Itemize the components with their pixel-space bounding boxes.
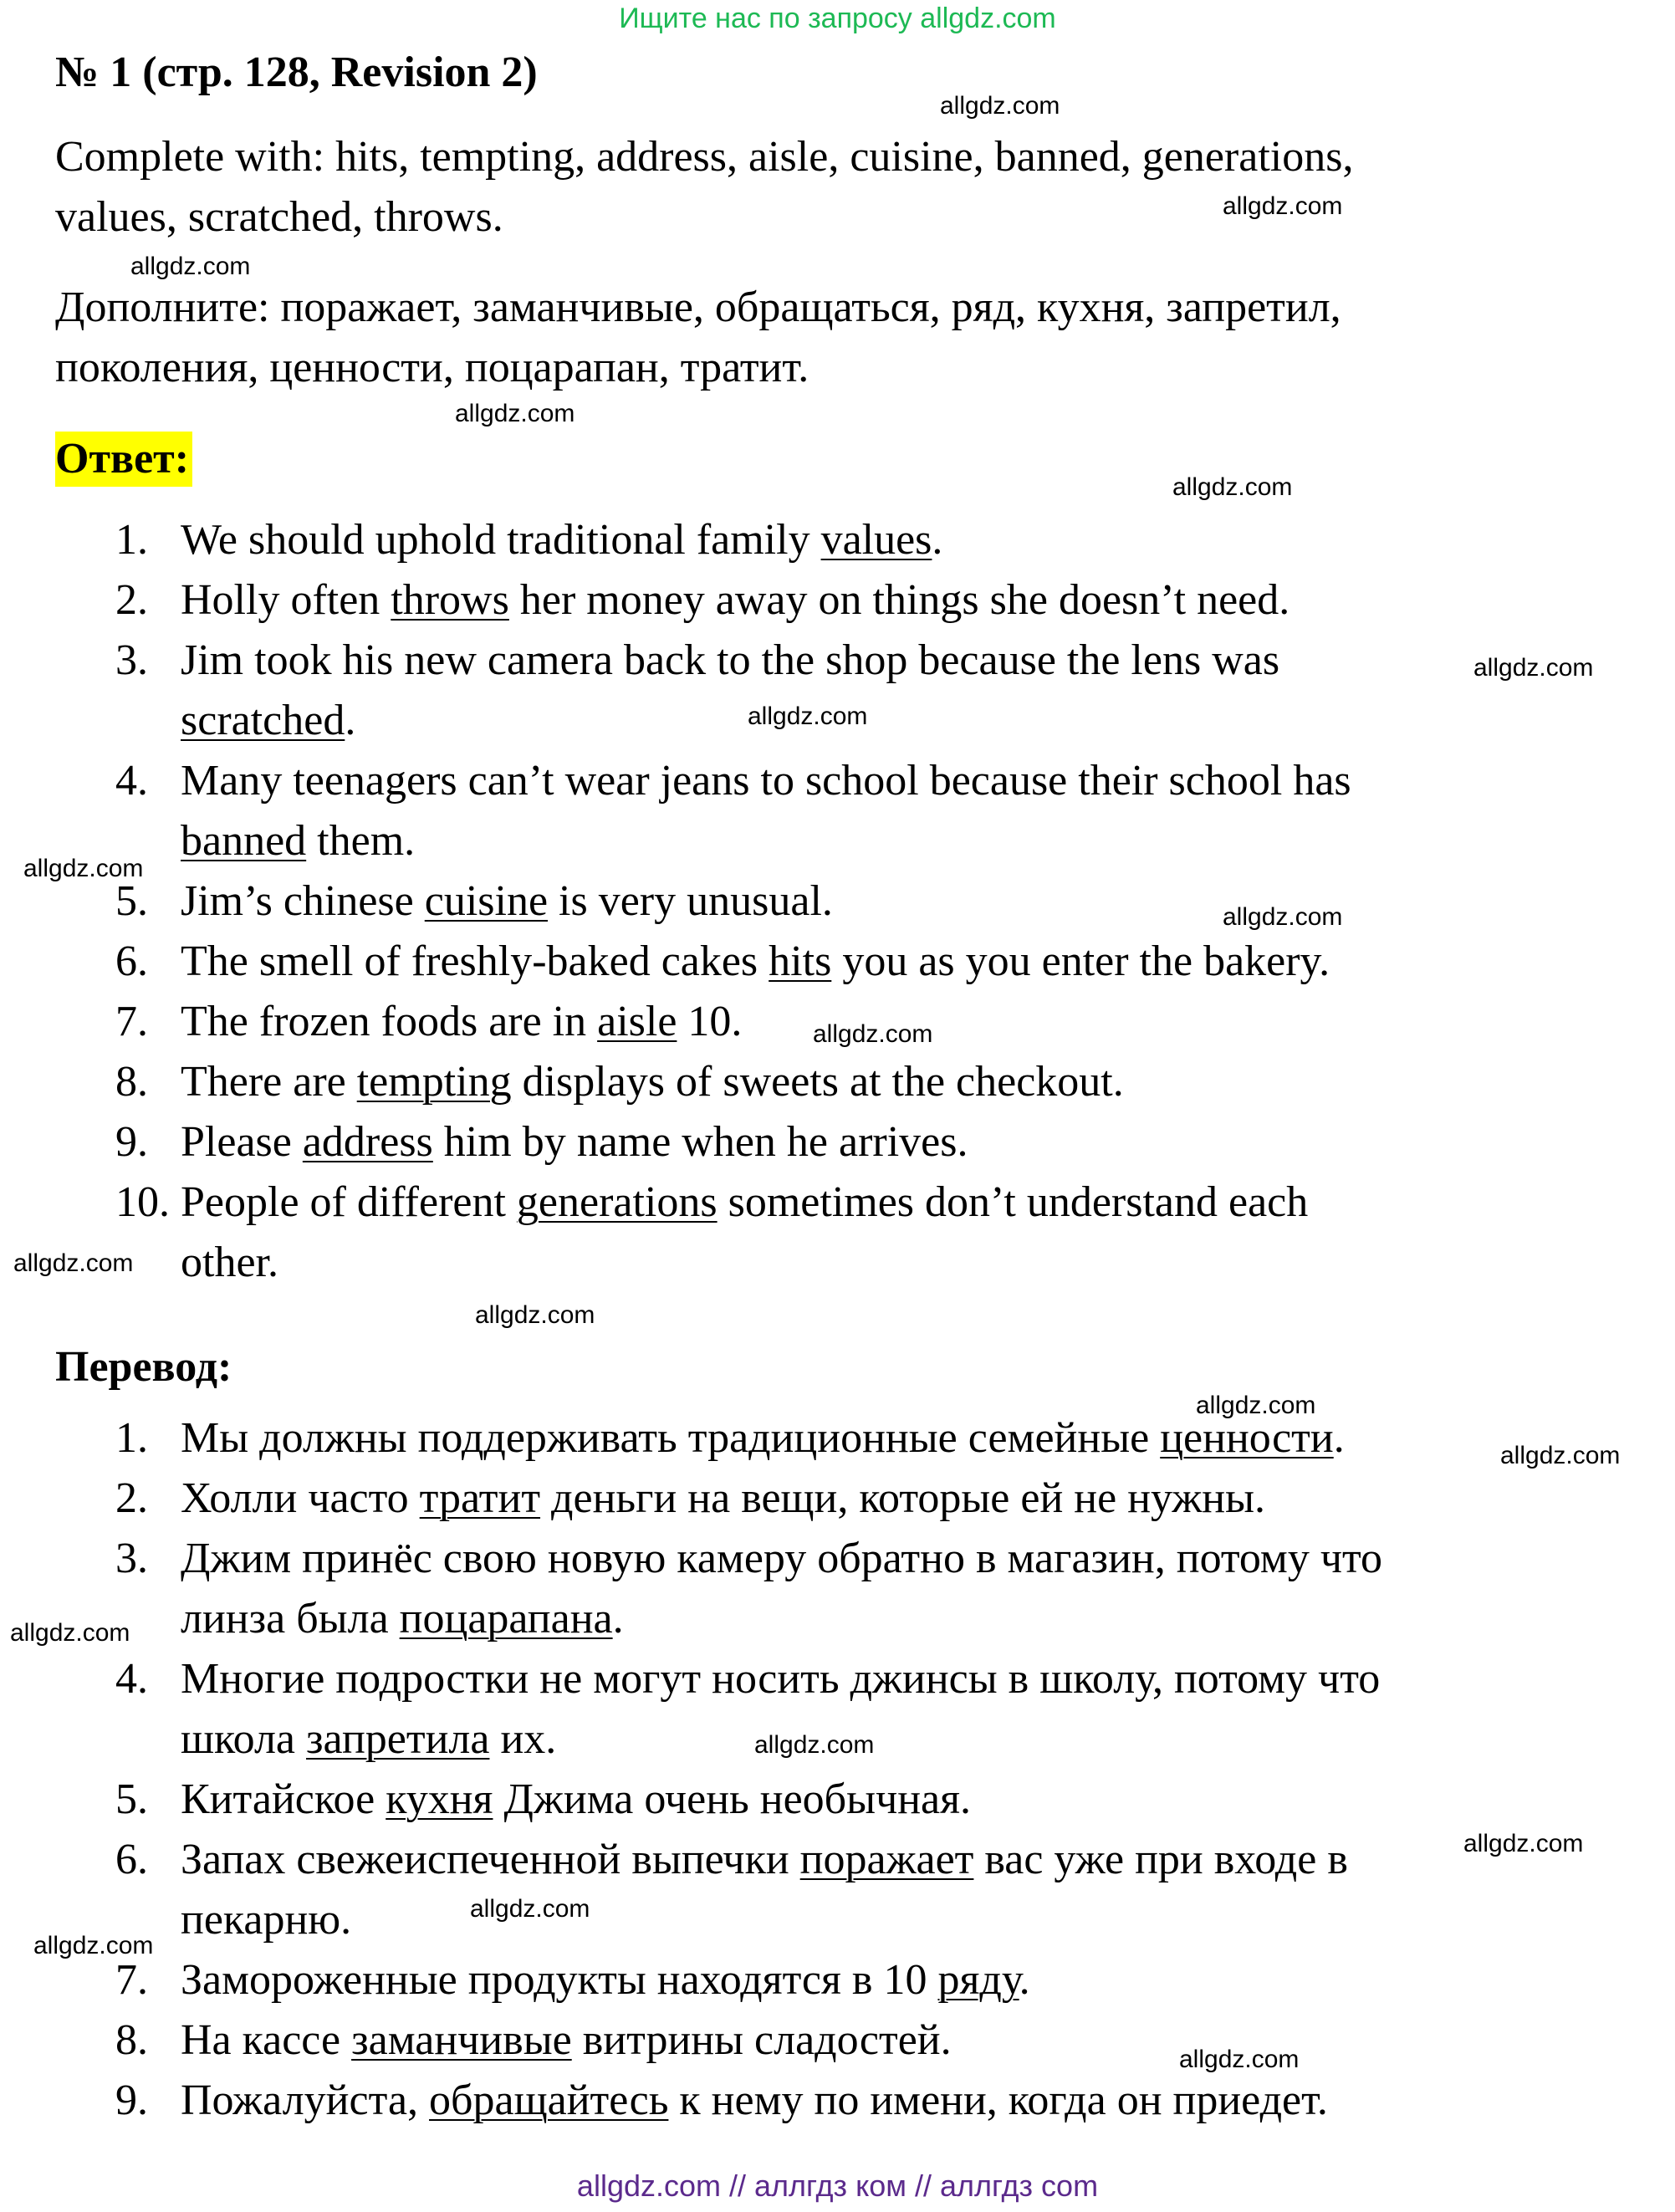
item-line (181, 570, 1289, 631)
item-text-part: Пожалуйста, (181, 2077, 430, 2124)
item-text (181, 992, 742, 1052)
item-text-part: him by name when he arrives. (432, 1118, 968, 1166)
item-number: 6. (115, 1836, 148, 1883)
item-number: 4. (115, 757, 148, 805)
item-number: 8. (115, 1058, 148, 1106)
item-number: 8. (115, 2016, 148, 2064)
answer-word: ряду (937, 1956, 1019, 2004)
item-text-part: витрины сладостей. (571, 2016, 952, 2064)
answer-word: hits (769, 937, 832, 985)
item-number: 2. (115, 1474, 148, 1522)
item-text-part: Please (181, 1118, 303, 1166)
item-text-part: линза была (181, 1595, 400, 1642)
task-russian-line: поколения, ценности, поцарапан, тратит. (55, 344, 809, 391)
answer-word: cuisine (424, 877, 549, 925)
item-number: 5. (115, 1775, 148, 1823)
watermark: allgdz.com (940, 92, 1060, 120)
watermark: allgdz.com (13, 1249, 134, 1277)
answer-word: generations (516, 1178, 717, 1226)
answer-word: поражает (799, 1836, 974, 1883)
watermark: allgdz.com (1500, 1442, 1621, 1469)
item-text-part: sometimes don’t understand each (717, 1178, 1309, 1226)
item-line (181, 811, 1351, 871)
item-number: 3. (115, 1535, 148, 1582)
item-number: 9. (115, 1118, 148, 1166)
item-text (181, 1408, 1345, 1469)
item-text-part: There are (181, 1058, 357, 1106)
item-text (181, 1770, 971, 1830)
item-line (181, 1233, 1308, 1293)
item-text-part: . (612, 1595, 624, 1642)
item-text-part: 10. (677, 998, 743, 1045)
item-text-part: Jim’s chinese (181, 877, 425, 925)
item-text (181, 1529, 1382, 1649)
watermark: allgdz.com (1473, 654, 1594, 682)
item-line (181, 1589, 1382, 1649)
item-text-part: деньги на вещи, которые ей не нужны. (540, 1474, 1266, 1522)
item-text-part: them. (306, 817, 416, 865)
watermark: allgdz.com (1172, 473, 1293, 501)
answer-word: tempting (356, 1058, 512, 1106)
answer-word: scratched (181, 697, 345, 744)
item-text (181, 932, 1330, 992)
item-text-part: их. (489, 1715, 557, 1763)
answer-word: кухня (386, 1775, 493, 1823)
answer-word: запретила (306, 1715, 490, 1763)
watermark: allgdz.com (748, 702, 868, 730)
watermark: allgdz.com (1196, 1392, 1316, 1419)
item-text-part: The frozen foods are in (181, 998, 598, 1045)
item-line (181, 1529, 1382, 1589)
item-number: 3. (115, 636, 148, 684)
item-text (181, 1950, 1030, 2010)
item-line (181, 691, 1279, 751)
item-number: 4. (115, 1655, 148, 1703)
item-number: 7. (115, 998, 148, 1045)
answer-word: throws (391, 576, 509, 624)
item-line (181, 2010, 952, 2071)
item-text-part: . (345, 697, 356, 744)
answer-word: banned (181, 817, 307, 865)
task-english (55, 127, 1627, 248)
item-line (181, 1469, 1265, 1529)
watermark: allgdz.com (33, 1932, 154, 1959)
item-text (181, 1052, 1124, 1112)
page-title: № 1 (стр. 128, Revision 2) (55, 49, 538, 96)
item-text-part: you as you enter the bakery. (831, 937, 1330, 985)
item-line (181, 1408, 1345, 1469)
item-text-part: Многие подростки не могут носить джинсы в школу, потому что (181, 1655, 1381, 1703)
item-text-part: other. (181, 1239, 278, 1286)
item-text (181, 570, 1289, 631)
item-number: 6. (115, 937, 148, 985)
watermark: allgdz.com (1223, 903, 1343, 931)
item-text-part: displays of sweets at the checkout. (511, 1058, 1124, 1106)
item-text-part: вас уже при входе в (973, 1836, 1348, 1883)
task-russian-line: Дополните: поражает, заманчивые, обращаться, ряд, кухня, запретил, (55, 284, 1341, 331)
task-russian (55, 278, 1627, 398)
answer-word: поцарапана (399, 1595, 613, 1642)
item-text-part: We should uphold traditional family (181, 516, 821, 564)
item-text-part: Holly often (181, 576, 391, 624)
item-line (181, 1830, 1348, 1890)
item-text (181, 1830, 1348, 1950)
item-number: 9. (115, 2077, 148, 2124)
item-number: 1. (115, 516, 148, 564)
item-line (181, 1172, 1308, 1233)
item-text-part: . (1019, 1956, 1030, 2004)
watermark: allgdz.com (455, 400, 575, 427)
watermark: allgdz.com (1223, 192, 1343, 220)
item-text-part: школа (181, 1715, 307, 1763)
item-line (181, 1649, 1380, 1709)
item-number: 2. (115, 576, 148, 624)
item-text (181, 2010, 952, 2071)
watermark: allgdz.com (470, 1895, 590, 1923)
watermark: allgdz.com (1463, 1830, 1584, 1857)
task-english-line: values, scratched, throws. (55, 193, 503, 241)
watermark: allgdz.com (130, 253, 251, 280)
watermark: allgdz.com (10, 1619, 130, 1647)
item-line (181, 1890, 1348, 1950)
answer-word: тратит (419, 1474, 541, 1522)
item-text-part: is very unusual. (548, 877, 833, 925)
watermark: allgdz.com (23, 855, 144, 882)
item-number: 7. (115, 1956, 148, 2004)
answer-word: address (302, 1118, 433, 1166)
item-text (181, 751, 1351, 871)
item-text (181, 871, 833, 932)
footer: allgdz.com // аллгдз ком // аллгдз com (576, 2169, 1099, 2203)
item-line (181, 1112, 968, 1172)
watermark: allgdz.com (754, 1731, 875, 1759)
item-text (181, 631, 1279, 751)
item-text-part: her money away on things she doesn’t need. (508, 576, 1290, 624)
answer-word: ценности (1160, 1414, 1334, 1462)
item-number: 5. (115, 877, 148, 925)
item-text-part: к нему по имени, когда он приедет. (668, 2077, 1328, 2124)
watermark: allgdz.com (1179, 2046, 1300, 2073)
item-line (181, 631, 1279, 691)
item-number: 10. (115, 1178, 170, 1226)
task-english-line: Complete with: hits, tempting, address, aisle, cuisine, banned, generations, (55, 133, 1354, 181)
item-line (181, 1950, 1030, 2010)
item-text-part: На кассе (181, 2016, 352, 2064)
item-text (181, 510, 942, 570)
translation-label: Перевод: (55, 1343, 232, 1391)
item-text-part: . (1333, 1414, 1345, 1462)
item-line (181, 2071, 1328, 2131)
item-line (181, 992, 742, 1052)
item-line (181, 510, 942, 570)
item-line (181, 751, 1351, 811)
item-text-part: Китайское (181, 1775, 386, 1823)
answer-word: заманчивые (351, 2016, 572, 2064)
item-line (181, 932, 1330, 992)
top-banner: Ищите нас по запросу allgdz.com (619, 3, 1056, 34)
item-text (181, 1172, 1308, 1293)
item-text-part: Замороженные продукты находятся в 10 (181, 1956, 938, 2004)
item-line (181, 871, 833, 932)
item-text (181, 1112, 968, 1172)
item-text-part: People of different (181, 1178, 517, 1226)
item-text-part: Many teenagers can’t wear jeans to school because their school has (181, 757, 1351, 805)
item-text-part: Холли часто (181, 1474, 420, 1522)
answer-word: values (820, 516, 932, 564)
item-text-part: Мы должны поддерживать традиционные семейные (181, 1414, 1161, 1462)
item-text-part: Jim took his new camera back to the shop because the lens was (181, 636, 1280, 684)
item-text-part: Джима очень необычная. (493, 1775, 972, 1823)
answer-word: обращайтесь (429, 2077, 669, 2124)
item-text (181, 1469, 1265, 1529)
item-text-part: Запах свежеиспеченной выпечки (181, 1836, 800, 1883)
item-line (181, 1052, 1124, 1112)
watermark: allgdz.com (475, 1301, 595, 1329)
item-text-part: The smell of freshly-baked cakes (181, 937, 769, 985)
item-line (181, 1770, 971, 1830)
item-text (181, 2071, 1328, 2131)
item-text-part: . (932, 516, 943, 564)
item-text-part: Джим принёс свою новую камеру обратно в магазин, потому что (181, 1535, 1383, 1582)
watermark: allgdz.com (813, 1020, 933, 1048)
item-text-part: пекарню. (181, 1896, 352, 1944)
answer-word: aisle (597, 998, 677, 1045)
answer-label: Ответ: (55, 432, 192, 487)
item-number: 1. (115, 1414, 148, 1462)
